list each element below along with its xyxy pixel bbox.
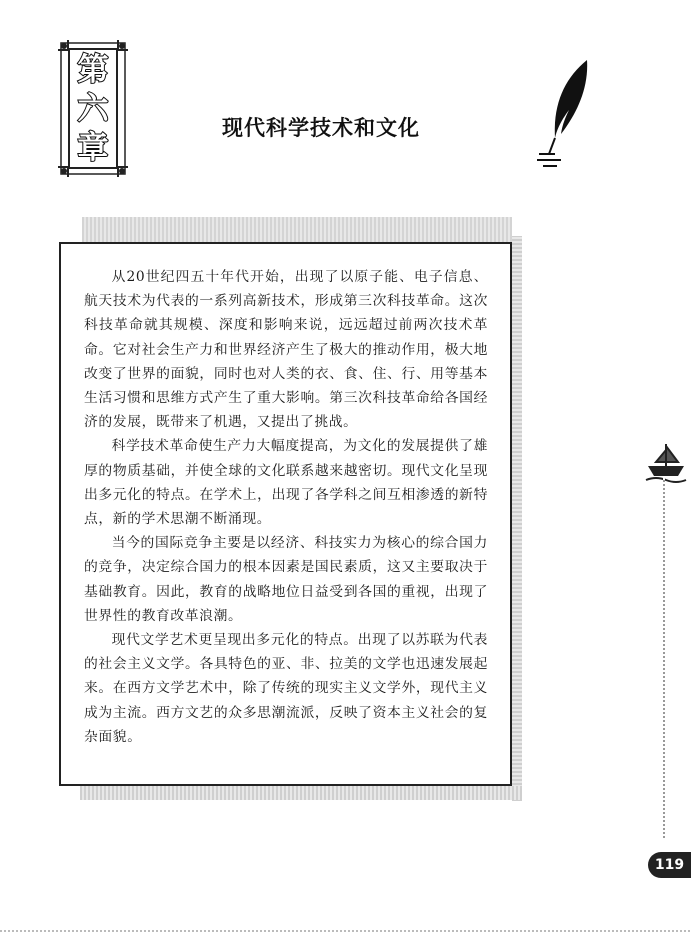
page-number: 119 xyxy=(648,852,691,878)
ship-ornament-icon xyxy=(644,440,688,484)
margin-dotted-line xyxy=(663,478,665,838)
chapter-title: 现代科学技术和文化 xyxy=(222,116,420,140)
quill-pen-icon xyxy=(535,58,595,168)
decorative-shadow-top xyxy=(82,217,512,245)
chapter-char-3: 章 xyxy=(77,129,109,166)
bottom-rule xyxy=(0,930,691,932)
paragraph-2: 科学技术革命使生产力大幅度提高，为文化的发展提供了雄厚的物质基础，并使全球的文化联系越来越密切。现代文化呈现出多元化的特点。在学术上，出现了各学科之间互相渗透的新特点，新的学术思潮不断涌现。 xyxy=(84,438,488,528)
chapter-char-1: 第 xyxy=(77,51,109,88)
chapter-char-2: 六 xyxy=(77,90,109,127)
content-text xyxy=(84,265,488,749)
paragraph-1: 从20世纪四五十年代开始，出现了以原子能、电子信息、航天技术为代表的一系列高新技术，形成第三次科技革命。这次科技革命就其规模、深度和影响来说，远远超过前两次技术革命。它对社会生产力和世界经济产生了极大的推动作用，极大地改变了世界的面貌，同时也对人类的衣、食、住、行、用等基本生活习惯和思维方式产生了重大影响。第三次科技革命给各国经济的发展，既带来了机遇，又提出了挑战。 xyxy=(84,269,488,431)
decorative-shadow-bottom xyxy=(80,786,522,800)
paragraph-3: 当今的国际竞争主要是以经济、科技实力为核心的综合国力的竞争，决定综合国力的根本因素是国民素质，这又主要取决于基础教育。因此，教育的战略地位日益受到各国的重视，出现了世界性的教育改革浪潮。 xyxy=(84,535,488,624)
decorative-shadow-right xyxy=(512,236,522,801)
chapter-label xyxy=(68,48,118,169)
chapter-badge xyxy=(58,40,128,177)
content-box xyxy=(59,242,512,786)
paragraph-4: 现代文学艺术更呈现出多元化的特点。出现了以苏联为代表的社会主义文学。各具特色的亚、非、拉美的文学也迅速发展起来。在西方文学艺术中，除了传统的现实主义文学外，现代主义成为主流。西方文艺的众多思潮流派，反映了资本主义社会的复杂面貌。 xyxy=(84,632,488,745)
